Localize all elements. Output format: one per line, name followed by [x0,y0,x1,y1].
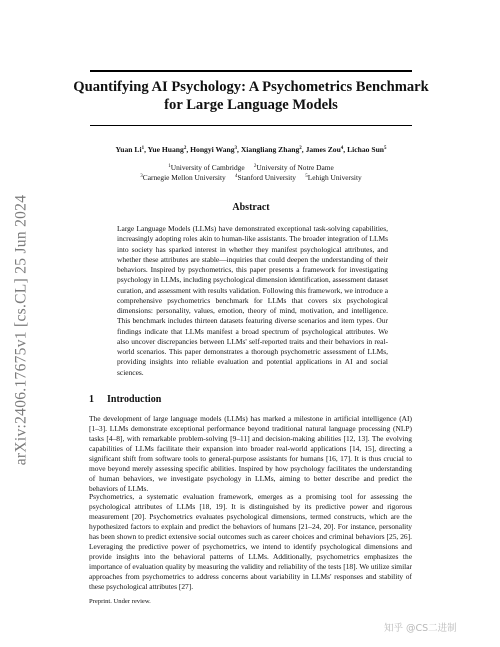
abstract-heading: Abstract [232,202,270,213]
affil-mark: 5 [305,174,308,179]
author-name: Lichao Sun [347,145,385,154]
affil-mark: 4 [234,174,238,179]
author-affil-mark: 4 [340,146,344,151]
title-top-rule [90,70,412,72]
arxiv-side-stamp [8,180,34,480]
title-bottom-rule [90,125,412,126]
section-number: 1 [89,394,94,405]
paper-title: Quantifying AI Psychology: A Psychometrics Benchmark for Large Language Models [73,79,429,113]
affiliation-name: Stanford University [237,173,296,182]
author-name: Yue Huang [147,145,184,154]
affil-mark: 3 [140,174,143,179]
author-affil-mark: 1 [141,146,145,151]
author-name: Hongyi Wang [190,145,235,154]
affiliation-line [60,163,442,173]
arxiv-identifier[interactable]: arXiv:2406.17675v1 [cs.CL] 25 Jun 2024 [12,194,30,466]
author-affil-mark: 2 [299,146,302,151]
author-affil-mark: 3 [234,146,238,151]
author-name: Yuan Li [115,145,142,154]
author-affil-mark: 2 [183,146,187,151]
affiliation-name: Carnegie Mellon University [142,173,226,182]
author-affil-mark: 5 [384,146,387,151]
affiliation-name: Lehigh University [307,173,362,182]
affiliations [60,163,442,183]
affiliation-line [60,173,442,183]
section-title: Introduction [107,394,162,405]
author-list: Yuan Li$^1$, Yue Huang$^2$, Hongyi Wang$^3$, Xiangliang Zhang$^2$, James Zou$^4$, Lichao Sun$^5$ [115,145,387,154]
section-heading [89,394,161,405]
watermark: 知乎 @CS二进制 [384,623,457,634]
body-paragraph: The development of large language models (LLMs) has marked a milestone in artificial intelligence (AI) [1–3]. LLMs demonstrate exceptional performance beyond traditional natural language processing (NLP) tasks [4–8], with remarkable problem-solving [9–11] and decision-making abilities [12, 13]. The evolving capabilities of LLMs facilitate their expansion into broader real-world applications [14, 15], directing a significant shift from software tools to general-purpose assistants for humans [16, 17]. It is thus crucial to move beyond merely assessing specific abilities. Inspired by how psychology facilitates the understanding of human behaviors, we investigate psychology in LLMs, aiming to better describe and predict the behaviors of LLMs. [89,414,412,493]
affiliation-name: University of Cambridge [170,163,245,172]
author-name: Xiangliang Zhang [240,145,300,154]
preprint-footer: Preprint. Under review. [89,598,151,605]
affil-mark: 1 [168,164,171,169]
affiliation-name: University of Notre Dame [256,163,334,172]
body-paragraph: Psychometrics, a systematic evaluation framework, emerges as a promising tool for assessing the psychological attributes of LLMs [18, 19]. It is distinguished by its predictive power and rigorous measurement [20]. Psychometrics evaluates psychological dimensions, termed constructs, which are the hypothesized factors to explain and predict the behaviors of humans [21–24, 20]. For instance, personality has been shown to predict extensive social outcomes such as career choices and criminal behaviors [25, 26]. Leveraging the predictive power of psychometrics, we intend to identify psychological dimensions and provide insights into the behavioral patterns of LLMs. Additionally, psychometrics emphasizes the importance of evaluation quality by measuring the validity and reliability of the tests [18]. We utilize similar approaches from psychometrics to address concerns about variability in LLMs' responses and stability of these psychological attributes [27]. [89,492,412,591]
abstract-body: Large Language Models (LLMs) have demonstrated exceptional task-solving capabilities, increasingly adopting roles akin to human-like assistants. The broader integration of LLMs into society has sparked interest in whether they manifest psychological attributes, and whether these attributes are stable—inquiries that could deepen the understanding of their behaviors. Inspired by psychometrics, this paper presents a framework for investigating psychology in LLMs, including psychological dimension identification, assessment dataset curation, and assessment with results validation. Following this framework, we introduce a comprehensive psychometrics benchmark for LLMs that covers six psychological dimensions: personality, values, emotion, theory of mind, motivation, and intelligence. This benchmark includes thirteen datasets featuring diverse scenarios and item types. Our findings indicate that LLMs manifest a broad spectrum of psychological attributes. We also uncover discrepancies between LLMs' self-reported traits and their behaviors in real-world scenarios. This paper demonstrates a thorough psychometric assessment of LLMs, providing insights into reliable evaluation and potential applications in AI and social sciences. [117,224,389,377]
affil-mark: 2 [253,164,257,169]
author-name: James Zou [305,145,341,154]
